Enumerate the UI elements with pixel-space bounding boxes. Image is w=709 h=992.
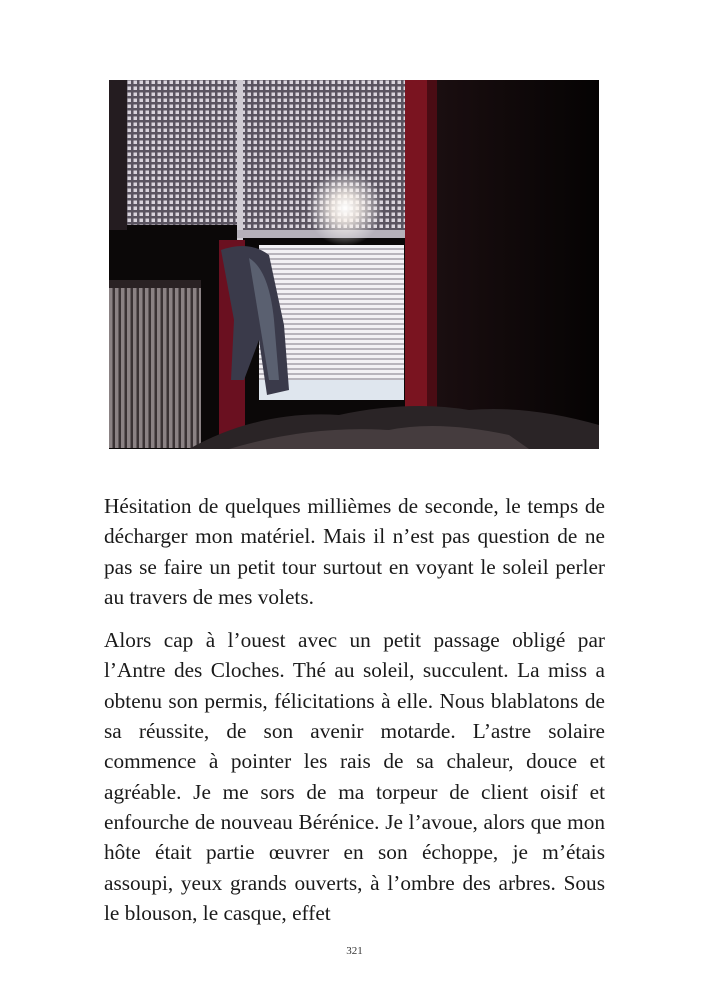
page-number: 321 — [346, 945, 363, 957]
paragraph: Hésitation de quelques millièmes de seconde, le temps de décharger mon matériel. Mais il n’est pas question de ne pas se faire un petit tour surtout en voyant le soleil perler au travers de mes volets. — [104, 494, 605, 609]
paragraph: Alors cap à l’ouest avec un petit passage obligé par l’Antre des Cloches. Thé au soleil, succulent. La miss a obtenu son permis, félicitations à elle. Nous blablatons de sa réussite, de son avenir motarde. L’astre solaire commence à pointer les rais de sa chaleur, douce et agréable. Je me sors de ma torpeur de client oisif et enfourche de nouveau Bérénice. Je l’avoue, alors que mon hôte était partie œuvrer en son échoppe, je m’étais assoupi, yeux grands ouverts, à l’ombre des arbres. Sous le blouson, le casque, effet — [104, 628, 605, 925]
window-photo-illustration — [109, 80, 599, 449]
body-text — [104, 491, 605, 941]
window-photo — [109, 80, 599, 449]
